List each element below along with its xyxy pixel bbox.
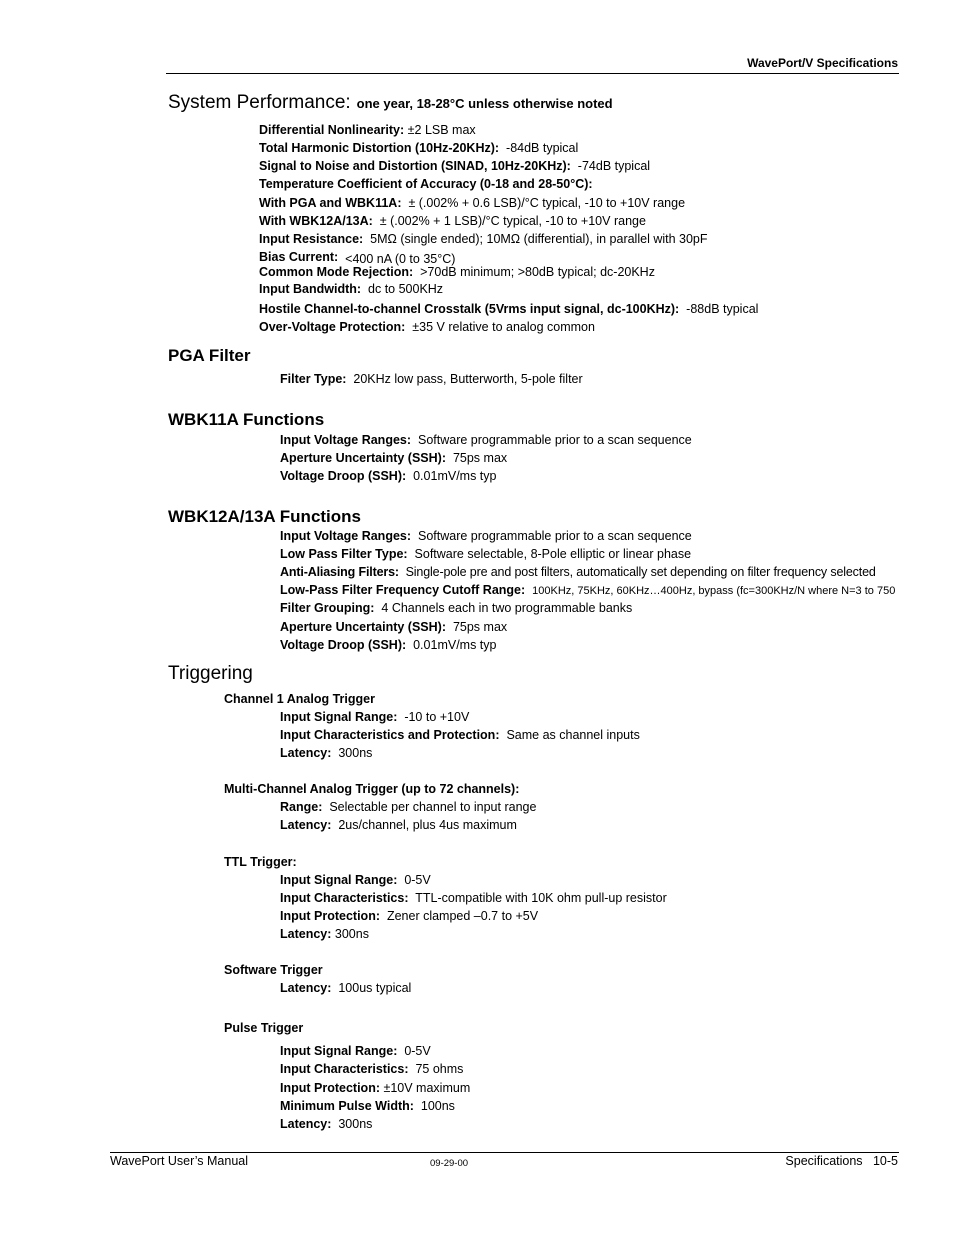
- spec-line: Minimum Pulse Width: 100ns: [280, 1099, 455, 1113]
- subsection-title-software: Software Trigger: [224, 963, 323, 977]
- spec-line: Input Voltage Ranges: Software programmable prior to a scan sequence: [280, 529, 692, 543]
- spec-line: Aperture Uncertainty (SSH): 75ps max: [280, 451, 508, 465]
- spec-line: With PGA and WBK11A: ± (.002% + 0.6 LSB)/°C typical, -10 to +10V range: [259, 196, 686, 210]
- spec-line: Filter Grouping: 4 Channels each in two programmable banks: [280, 601, 633, 615]
- spec-line: Voltage Droop (SSH): 0.01mV/ms typ: [280, 469, 497, 483]
- section-heading-system-performance: [168, 92, 613, 114]
- system-performance-note: one year, 18-28°C unless otherwise noted: [356, 96, 613, 111]
- running-header: WavePort/V Specifications: [747, 56, 898, 70]
- spec-line: Over-Voltage Protection: ±35 V relative to analog common: [259, 320, 595, 334]
- spec-line: Bias Current: <400 nA (0 to 35°C): [259, 250, 456, 266]
- spec-line: Input Signal Range: 0-5V: [280, 1044, 431, 1058]
- spec-line: Temperature Coefficient of Accuracy (0-18 and 28-50°C):: [259, 177, 593, 191]
- spec-line: Input Bandwidth: dc to 500KHz: [259, 282, 444, 296]
- spec-line: Hostile Channel-to-channel Crosstalk (5Vrms input signal, dc-100KHz): -88dB typical: [259, 302, 759, 316]
- footer-page-ref: [785, 1154, 898, 1168]
- footer-rule: [110, 1152, 899, 1153]
- subsection-title-ttl: TTL Trigger:: [224, 855, 297, 869]
- spec-line: Common Mode Rejection: >70dB minimum; >80dB typical; dc-20KHz: [259, 265, 655, 279]
- spec-line: Input Voltage Ranges: Software programmable prior to a scan sequence: [280, 433, 692, 447]
- subsection-title-pulse: Pulse Trigger: [224, 1021, 304, 1035]
- spec-line: Latency: 100us typical: [280, 981, 412, 995]
- header-rule: [166, 73, 899, 74]
- section-heading-wbk11a: WBK11A Functions: [168, 410, 325, 429]
- spec-line: Differential Nonlinearity: ±2 LSB max: [259, 123, 476, 137]
- spec-line: Range: Selectable per channel to input range: [280, 800, 537, 814]
- spec-line: Anti-Aliasing Filters: Single-pole pre and post filters, automatically set depending on filter frequency selected: [280, 565, 876, 579]
- section-heading-triggering: Triggering: [168, 663, 253, 684]
- spec-line: With WBK12A/13A: ± (.002% + 1 LSB)/°C typical, -10 to +10V range: [259, 214, 646, 228]
- spec-line: Low-Pass Filter Frequency Cutoff Range: 100KHz, 75KHz, 60KHz…400Hz, bypass (fc=300KHz/N where N=3 to 750: [280, 583, 896, 597]
- section-heading-wbk12a: WBK12A/13A Functions: [168, 507, 362, 526]
- spec-line: Latency: 2us/channel, plus 4us maximum: [280, 818, 517, 832]
- footer-section: Specifications: [785, 1154, 863, 1168]
- subsection-title-channel1: Channel 1 Analog Trigger: [224, 692, 375, 706]
- spec-line: Input Protection: ±10V maximum: [280, 1081, 471, 1095]
- system-performance-title: System Performance:: [168, 92, 351, 113]
- spec-line: Input Characteristics: TTL-compatible with 10K ohm pull-up resistor: [280, 891, 667, 905]
- spec-line: Aperture Uncertainty (SSH): 75ps max: [280, 620, 508, 634]
- spec-line: Input Resistance: 5MΩ (single ended); 10MΩ (differential), in parallel with 30pF: [259, 232, 708, 246]
- section-heading-pga-filter: PGA Filter: [168, 346, 251, 365]
- spec-line: Input Characteristics and Protection: Same as channel inputs: [280, 728, 640, 742]
- footer-manual-title: WavePort User’s Manual: [110, 1154, 249, 1168]
- page-number: 10-5: [872, 1154, 898, 1168]
- spec-line: Voltage Droop (SSH): 0.01mV/ms typ: [280, 638, 497, 652]
- spec-line: Low Pass Filter Type: Software selectable, 8-Pole elliptic or linear phase: [280, 547, 692, 561]
- spec-line: Input Characteristics: 75 ohms: [280, 1062, 464, 1076]
- spec-line: Latency: 300ns: [280, 927, 369, 941]
- subsection-title-multichannel: Multi-Channel Analog Trigger (up to 72 channels):: [224, 782, 520, 796]
- spec-line: Total Harmonic Distortion (10Hz-20KHz): -84dB typical: [259, 141, 579, 155]
- spec-line: Signal to Noise and Distortion (SINAD, 10Hz-20KHz): -74dB typical: [259, 159, 651, 173]
- spec-line: Filter Type: 20KHz low pass, Butterworth, 5-pole filter: [280, 372, 583, 386]
- spec-line: Input Signal Range: -10 to +10V: [280, 710, 470, 724]
- spec-line: Input Protection: Zener clamped –0.7 to +5V: [280, 909, 539, 923]
- spec-line: Latency: 300ns: [280, 1117, 373, 1131]
- spec-line: Latency: 300ns: [280, 746, 373, 760]
- spec-line: Input Signal Range: 0-5V: [280, 873, 431, 887]
- footer-date: 09-29-00: [430, 1158, 469, 1169]
